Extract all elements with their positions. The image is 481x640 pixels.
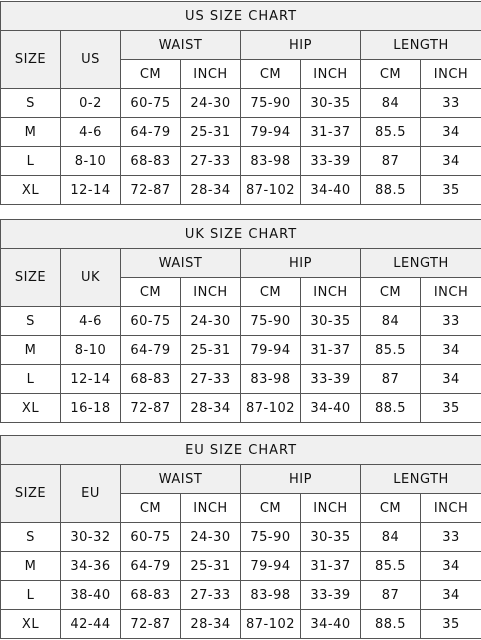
unit-header: CM: [241, 494, 301, 523]
unit-header: CM: [361, 60, 421, 89]
table-cell: 31-37: [301, 118, 361, 147]
table-cell: 60-75: [121, 307, 181, 336]
unit-header: INCH: [421, 278, 481, 307]
unit-header: INCH: [301, 494, 361, 523]
table-cell: 30-35: [301, 89, 361, 118]
table-cell: M: [1, 336, 61, 365]
table-row-s: [1, 523, 481, 552]
chart-title: UK SIZE CHART: [1, 220, 481, 249]
size-table: [0, 435, 481, 639]
table-cell: 87-102: [241, 176, 301, 205]
unit-header: CM: [361, 278, 421, 307]
table-cell: 42-44: [61, 610, 121, 639]
table-cell: 87: [361, 365, 421, 394]
table-row-m: [1, 552, 481, 581]
table-cell: 87-102: [241, 610, 301, 639]
unit-header: INCH: [301, 60, 361, 89]
table-row-l: [1, 581, 481, 610]
size-column-header: SIZE: [1, 249, 61, 307]
table-row-xl: [1, 394, 481, 423]
table-cell: 83-98: [241, 365, 301, 394]
table-row-xl: [1, 610, 481, 639]
table-cell: 8-10: [61, 336, 121, 365]
table-cell: 87-102: [241, 394, 301, 423]
table-cell: 88.5: [361, 176, 421, 205]
table-cell: 84: [361, 523, 421, 552]
table-cell: 30-35: [301, 307, 361, 336]
table-cell: 34: [421, 581, 481, 610]
table-cell: 79-94: [241, 336, 301, 365]
table-cell: 31-37: [301, 336, 361, 365]
table-cell: 38-40: [61, 581, 121, 610]
table-cell: 34: [421, 147, 481, 176]
table-cell: 64-79: [121, 336, 181, 365]
table-cell: 60-75: [121, 89, 181, 118]
chart-title: US SIZE CHART: [1, 2, 481, 31]
table-cell: 35: [421, 176, 481, 205]
table-cell: 34: [421, 336, 481, 365]
unit-header: INCH: [181, 60, 241, 89]
length-header: LENGTH: [361, 465, 481, 494]
table-cell: 85.5: [361, 552, 421, 581]
unit-header: INCH: [301, 278, 361, 307]
table-cell: 4-6: [61, 307, 121, 336]
table-cell: 30-35: [301, 523, 361, 552]
table-cell: L: [1, 365, 61, 394]
region-column-header: US: [61, 31, 121, 89]
us-size-chart: [0, 1, 481, 205]
table-cell: 28-34: [181, 610, 241, 639]
table-cell: 28-34: [181, 394, 241, 423]
table-cell: XL: [1, 610, 61, 639]
table-row-l: [1, 365, 481, 394]
waist-header: WAIST: [121, 31, 241, 60]
unit-header: CM: [241, 278, 301, 307]
table-cell: 31-37: [301, 552, 361, 581]
table-cell: 12-14: [61, 365, 121, 394]
length-header: LENGTH: [361, 31, 481, 60]
table-cell: 0-2: [61, 89, 121, 118]
table-cell: 75-90: [241, 523, 301, 552]
table-cell: 12-14: [61, 176, 121, 205]
table-cell: 4-6: [61, 118, 121, 147]
table-cell: L: [1, 581, 61, 610]
table-cell: 16-18: [61, 394, 121, 423]
hip-header: HIP: [241, 249, 361, 278]
table-cell: 27-33: [181, 147, 241, 176]
unit-header: CM: [121, 278, 181, 307]
table-cell: 68-83: [121, 581, 181, 610]
table-row-m: [1, 118, 481, 147]
table-cell: 35: [421, 394, 481, 423]
table-cell: 79-94: [241, 552, 301, 581]
unit-header: CM: [121, 494, 181, 523]
eu-size-chart: [0, 435, 481, 639]
table-row-l: [1, 147, 481, 176]
table-cell: 25-31: [181, 552, 241, 581]
table-cell: 87: [361, 147, 421, 176]
size-table: [0, 1, 481, 205]
table-cell: 72-87: [121, 176, 181, 205]
table-cell: 28-34: [181, 176, 241, 205]
table-cell: 24-30: [181, 523, 241, 552]
table-cell: 68-83: [121, 365, 181, 394]
table-cell: 27-33: [181, 365, 241, 394]
unit-header: INCH: [181, 278, 241, 307]
waist-header: WAIST: [121, 465, 241, 494]
table-cell: 68-83: [121, 147, 181, 176]
table-cell: 34-36: [61, 552, 121, 581]
table-cell: 85.5: [361, 118, 421, 147]
table-row-xl: [1, 176, 481, 205]
hip-header: HIP: [241, 465, 361, 494]
table-cell: S: [1, 307, 61, 336]
table-cell: 34: [421, 552, 481, 581]
table-cell: 88.5: [361, 394, 421, 423]
table-cell: 24-30: [181, 307, 241, 336]
table-cell: 33-39: [301, 581, 361, 610]
table-row-m: [1, 336, 481, 365]
table-cell: 64-79: [121, 118, 181, 147]
table-cell: 64-79: [121, 552, 181, 581]
table-cell: 84: [361, 307, 421, 336]
length-header: LENGTH: [361, 249, 481, 278]
table-cell: 33-39: [301, 147, 361, 176]
table-cell: 83-98: [241, 147, 301, 176]
table-cell: 85.5: [361, 336, 421, 365]
table-cell: 72-87: [121, 610, 181, 639]
table-cell: 60-75: [121, 523, 181, 552]
table-cell: 34-40: [301, 610, 361, 639]
uk-size-chart: [0, 219, 481, 423]
table-cell: XL: [1, 394, 61, 423]
table-cell: 75-90: [241, 307, 301, 336]
unit-header: INCH: [421, 494, 481, 523]
table-cell: 27-33: [181, 581, 241, 610]
table-cell: 25-31: [181, 118, 241, 147]
unit-header: CM: [121, 60, 181, 89]
table-cell: S: [1, 523, 61, 552]
table-cell: M: [1, 118, 61, 147]
table-cell: 35: [421, 610, 481, 639]
table-cell: 33-39: [301, 365, 361, 394]
table-cell: 30-32: [61, 523, 121, 552]
table-cell: 83-98: [241, 581, 301, 610]
table-cell: 79-94: [241, 118, 301, 147]
table-cell: 34: [421, 365, 481, 394]
table-cell: S: [1, 89, 61, 118]
unit-header: INCH: [421, 60, 481, 89]
table-row-s: [1, 307, 481, 336]
region-column-header: UK: [61, 249, 121, 307]
table-cell: 33: [421, 307, 481, 336]
unit-header: INCH: [181, 494, 241, 523]
table-cell: L: [1, 147, 61, 176]
size-table: [0, 219, 481, 423]
table-cell: 25-31: [181, 336, 241, 365]
size-column-header: SIZE: [1, 31, 61, 89]
table-row-s: [1, 89, 481, 118]
unit-header: CM: [361, 494, 421, 523]
region-column-header: EU: [61, 465, 121, 523]
table-cell: 24-30: [181, 89, 241, 118]
size-column-header: SIZE: [1, 465, 61, 523]
table-cell: 84: [361, 89, 421, 118]
table-cell: 88.5: [361, 610, 421, 639]
unit-header: CM: [241, 60, 301, 89]
table-cell: 75-90: [241, 89, 301, 118]
table-cell: 34: [421, 118, 481, 147]
table-cell: 34-40: [301, 176, 361, 205]
table-cell: 72-87: [121, 394, 181, 423]
table-cell: 33: [421, 523, 481, 552]
table-cell: 8-10: [61, 147, 121, 176]
waist-header: WAIST: [121, 249, 241, 278]
hip-header: HIP: [241, 31, 361, 60]
table-cell: M: [1, 552, 61, 581]
table-cell: 33: [421, 89, 481, 118]
table-cell: XL: [1, 176, 61, 205]
table-cell: 87: [361, 581, 421, 610]
table-cell: 34-40: [301, 394, 361, 423]
chart-title: EU SIZE CHART: [1, 436, 481, 465]
